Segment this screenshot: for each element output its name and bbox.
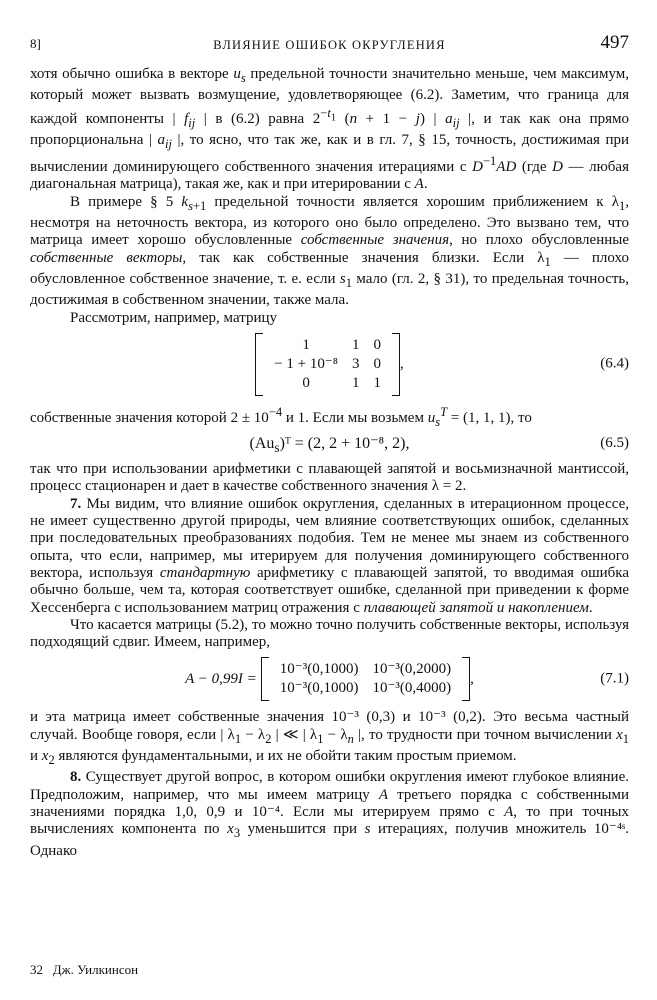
equation-lhs: A − 0,99I = (185, 670, 257, 687)
header-section: 8] (30, 36, 41, 51)
matrix-7-1 (273, 660, 458, 698)
matrix-cell: 0 (373, 336, 382, 353)
matrix-row (273, 679, 458, 698)
paragraph-1: хотя обычно ошибка в векторе $u_s$ предельной точности значительно меньше, чем максимум, который может вызвать возмущение, удовлетворяющее (6.2). Заметим, что граница для каждой компоненты | $f_{ij}$ | в (6.2) равна $2^{-t_1}$ (n + 1 − j) | $a_{ij}$ |, и так как она прямо пропорциональна | $a_{ij}$ |, то ясно, что так же, как и в гл. 7, § 15, точность, достижимая при вычислении доминирующего собственного значения итерациями с $D^{-1}AD$ (где D — любая диагональная матрица), такая же, как и при итерировании с A. (30, 66, 630, 193)
paragraph-8: Что касается матрицы (5.2), то можно точно получить собственные векторы, используя подходящий сдвиг. Имеем, например, (30, 616, 629, 651)
paragraph-2: В примере § 5 $k_{s+1}$ предельной точности является хорошим приближением к $\lambda_1$, несмотря на неточность вектора, из которого оно было определено. Это вызвано тем, что матрица имеет хорошо обусловленные собственные значения, но плохо обусловленные собственные векторы, так как собственные значения близки. Если $\lambda_1$ — плохо обусловленное собственное значение, т. е. если $s_1$ мало (гл. 2, § 31), то предельная точность, достижимая в собственном значении, также мала. (30, 193, 630, 309)
matrix-cell: 3 (352, 355, 360, 372)
footer-page: 32 (30, 962, 43, 977)
footer-author: Дж. Уилкинсон (52, 962, 139, 977)
body-text (30, 66, 629, 860)
header-title: ВЛИЯНИЕ ОШИБОК ОКРУГЛЕНИЯ (213, 38, 446, 52)
matrix-cell: − 1 + 10⁻⁸ (274, 355, 339, 372)
matrix-cell: 0 (302, 374, 310, 391)
paragraph-7: 7. Мы видим, что влияние ошибок округления, сделанных в итерационном процессе, не имеет существенно другой природы, чем влияние соответствующих ошибок, сделанных при последовательных преобразованиях подобия. Тем не менее мы знаем из собственного опыта, что если, например, мы итерируем для получения доминирующего собственного вектора, используя стандартную арифметику с плавающей запятой, то вводимая ошибка обычно больше, чем та, которая соответствует ошибке, сделанной при приведении к форме Хессенберга с использованием матриц отражения с плавающей запятой и накоплением. (30, 495, 630, 616)
matrix-cell: 10⁻³(0,1000) (279, 661, 359, 678)
page-number: 497 (600, 32, 629, 53)
matrix-row (273, 660, 458, 679)
matrix-cell: 10⁻³(0,1000) (279, 680, 359, 697)
matrix-row (267, 336, 388, 355)
equation-number: (7.1) (600, 670, 629, 687)
matrix-cell: 10⁻³(0,2000) (372, 661, 452, 678)
matrix-cell: 10⁻³(0,4000) (372, 680, 452, 697)
equation-7-1: A − 0,99I = 10⁻³(0,1000) 10⁻³(0,2000) 10⁻³(0,1000) 10⁻³(0,4000) , (7.1) (30, 657, 629, 701)
paragraph-5: так что при использовании арифметики с плавающей запятой и восьмизначной мантиссой, процесс стационарен и дает в качестве собственного значения λ = 2. (30, 461, 629, 495)
matrix-cell: 1 (352, 336, 360, 353)
equation-6-4: 1 1 0 − 1 + 10⁻⁸ 3 0 0 1 1 , (6.4) (30, 333, 629, 396)
footer (30, 962, 138, 978)
matrix-row (267, 374, 388, 393)
equation-number: (6.5) (600, 435, 629, 452)
matrix-cell: 1 (373, 374, 382, 391)
paragraph-3: Рассмотрим, например, матрицу (70, 309, 278, 326)
equation-number: (6.4) (600, 355, 629, 372)
left-bracket (261, 657, 269, 701)
running-header (30, 32, 629, 58)
paragraph-10: 8. Существует другой вопрос, в котором ошибки округления имеют глубокое влияние. Предположим, например, что мы имеем матрицу A третьего порядка с собственными значениями порядка 1,0, 0,9 и 10⁻⁴. Если мы итерируем прямо с A, то при точных вычислениях компонента по $x_3$ уменьшится при s итерациях, получив множитель 10⁻⁴ˢ. Однако (30, 769, 630, 859)
matrix-6-4 (267, 336, 388, 393)
equation-6-5: $(Au_s)ᵀ = (2$, 2 + 10⁻⁸, 2), (6.5) (249, 435, 629, 456)
matrix-cell: 0 (373, 355, 382, 372)
matrix-cell: 1 (352, 374, 360, 391)
right-bracket (462, 657, 470, 701)
right-bracket (392, 333, 400, 396)
left-bracket (255, 333, 263, 396)
matrix-row (267, 355, 388, 374)
paragraph-9: и эта матрица имеет собственные значения 10⁻³ (0,3) и 10⁻³ (0,2). Это весьма частный случай. Вообще говоря, если | $\lambda_1 - \lambda_2$ | ≪ | $\lambda_1 - \lambda_n$ |, то трудности при точном вычислении $x_1$ и $x_2$ являются фундаментальными, и их не обойти таким простым приемом. (30, 709, 630, 768)
matrix-cell: 1 (302, 336, 310, 353)
paragraph-4: собственные значения которой $2 \pm 10^{-4}$ и 1. Если мы возьмем $u_s^T = (1$, 1, 1), то (30, 404, 532, 429)
